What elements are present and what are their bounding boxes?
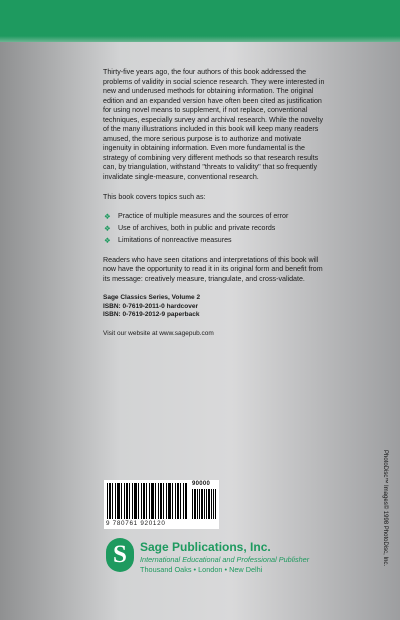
back-cover-text bbox=[103, 68, 325, 338]
list-item bbox=[103, 212, 325, 222]
topics-intro: This book covers topics such as: bbox=[103, 192, 206, 201]
diamond-cross-icon: ❖ bbox=[104, 224, 111, 234]
isbn-hardcover: ISBN: 0-7619-2011-0 hardcover bbox=[103, 302, 199, 310]
publisher-name: Sage Publications, Inc. bbox=[140, 540, 271, 554]
topic-text: Practice of multiple measures and the sources of error bbox=[118, 212, 289, 221]
barcode-digits: 9 780761 920120 bbox=[106, 520, 166, 527]
topic-text: Use of archives, both in public and private records bbox=[118, 224, 276, 233]
series-name: Sage Classics Series, Volume 2 bbox=[103, 294, 201, 302]
sage-logo-icon: S bbox=[106, 538, 134, 572]
description-paragraph: Thirty-five years ago, the four authors of this book addressed the problems of validity in social science research. They were interested in new and underused methods for obtaining information. The original edition and an expanded version have often been cited as justification for using novel means to supplement, if not replace, conventional techniques, especially survey and archival research. While the novelty of the many illustrations included in this book will keep many readers amused, the more serious purpose is to authorize and motivate ingenuity in obtaining information. Even more fundamental is the strategy of combining very different methods so that research results can, by triangulation, withstand "threats to validity" that so frequently invalidate single-measure, conventional research. bbox=[103, 68, 325, 182]
publisher-tagline: International Educational and Professional Publisher bbox=[140, 555, 310, 564]
closing-paragraph: Readers who have seen citations and interpretations of this book will now have the opportunity to read it in its original form and benefit from its message: creatively measure, triangulate, and cross-validate. bbox=[103, 255, 323, 283]
diamond-cross-icon: ❖ bbox=[104, 212, 111, 222]
list-item bbox=[103, 236, 325, 246]
publisher-block bbox=[106, 538, 346, 578]
series-info bbox=[103, 294, 325, 320]
website-text: Visit our website at www.sagepub.com bbox=[103, 329, 214, 337]
photo-credit: PhotoDisc™ Images© 1998 PhotoDisc, Inc. bbox=[382, 450, 388, 567]
barcode-addon-bars bbox=[192, 489, 216, 519]
barcode-bars bbox=[107, 483, 187, 519]
isbn-paperback: ISBN: 0-7619-2012-9 paperback bbox=[103, 311, 200, 319]
topic-text: Limitations of nonreactive measures bbox=[118, 236, 232, 245]
publisher-locations: Thousand Oaks • London • New Delhi bbox=[140, 565, 263, 574]
barcode-addon-label: 90000 bbox=[192, 481, 211, 487]
barcode bbox=[104, 480, 219, 529]
diamond-cross-icon: ❖ bbox=[104, 236, 111, 246]
top-color-band bbox=[0, 0, 400, 42]
topics-list bbox=[103, 212, 325, 246]
list-item bbox=[103, 224, 325, 234]
